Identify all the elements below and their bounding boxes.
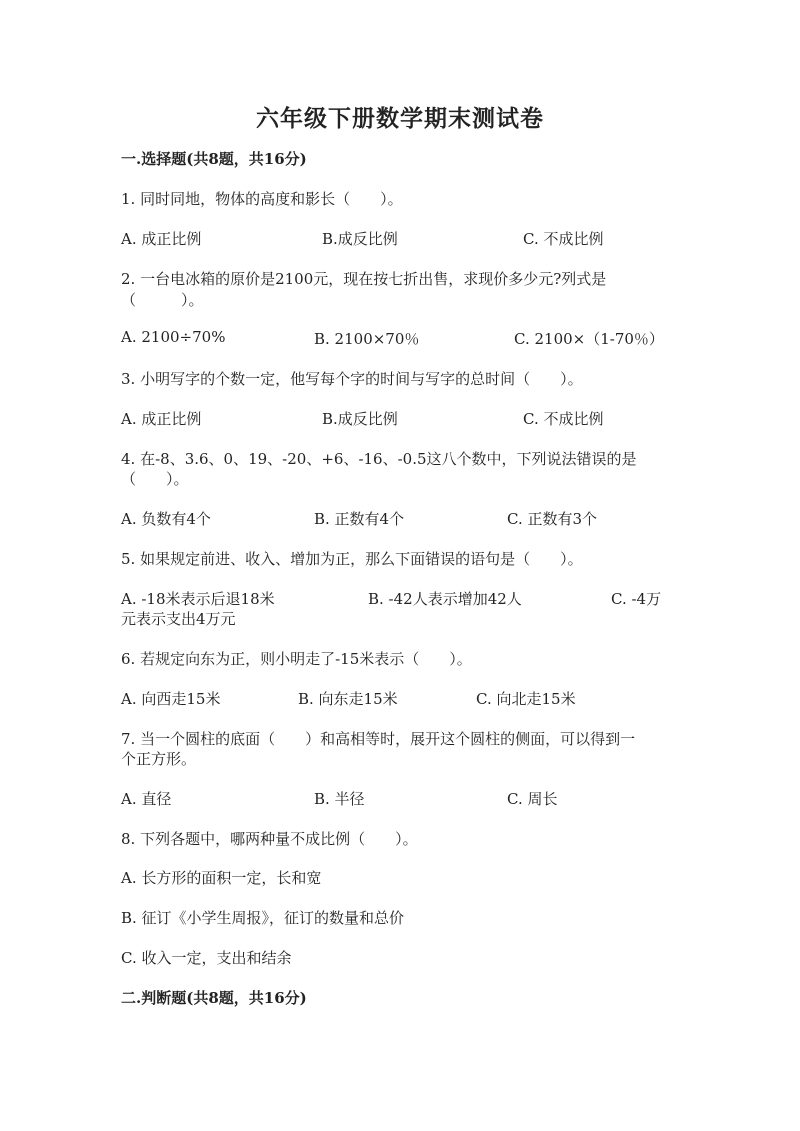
section-heading-choice: 一.选择题(共8题，共16分) [121,150,307,168]
question-4-stem-line2: （ ）。 [121,470,189,488]
question-3-option-a: A. 成正比例 [121,410,202,428]
question-7-option-b: B. 半径 [314,790,365,808]
question-3-option-c: C. 不成比例 [523,410,604,428]
question-8-option-b: B. 征订《小学生周报》，征订的数量和总价 [121,909,405,927]
question-8-option-a: A. 长方形的面积一定，长和宽 [121,869,322,887]
question-5-stem: 5. 如果规定前进、收入、增加为正，那么下面错误的语句是（ ）。 [121,550,583,568]
page-title: 六年级下册数学期末测试卷 [256,105,544,132]
question-4-option-b: B. 正数有4个 [314,510,405,528]
question-4-stem-line1: 4. 在-8、3.6、0、19、-20、+6、-16、-0.5这八个数中，下列说法错误的是 [121,450,637,468]
question-8-option-c: C. 收入一定，支出和结余 [121,949,292,967]
question-7-stem-line1: 7. 当一个圆柱的底面（ ）和高相等时，展开这个圆柱的侧面，可以得到一 [121,730,636,748]
question-1-stem: 1. 同时同地，物体的高度和影长（ ）。 [121,190,403,208]
question-4-option-a: A. 负数有4个 [121,510,211,528]
question-3-stem: 3. 小明写字的个数一定，他写每个字的时间与写字的总时间（ ）。 [121,370,583,388]
question-2-option-a: A. 2100÷70% [121,328,226,346]
question-1-option-b: B.成反比例 [322,230,398,248]
question-6-stem: 6. 若规定向东为正，则小明走了-15米表示（ ）。 [121,650,472,668]
question-2-stem-line2: （ ）。 [121,291,204,309]
question-8-stem: 8. 下列各题中，哪两种量不成比例（ ）。 [121,830,418,848]
question-5-option-c: C. -4万 [611,590,662,608]
question-1-option-a: A. 成正比例 [121,230,202,248]
section-heading-judgement: 二.判断题(共8题，共16分) [121,989,307,1007]
question-7-stem-line2: 个正方形。 [121,750,197,768]
question-2-option-b: B. 2100×70％ [314,330,420,348]
question-7-option-c: C. 周长 [507,790,558,808]
question-3-option-b: B.成反比例 [322,410,398,428]
question-2-option-c: C. 2100×（1-70％） [514,330,664,348]
question-4-option-c: C. 正数有3个 [507,510,598,528]
question-6-option-c: C. 向北走15米 [476,690,576,708]
question-1-option-c: C. 不成比例 [523,230,604,248]
question-2-stem-line1: 2. 一台电冰箱的原价是2100元，现在按七折出售，求现价多少元?列式是 [121,270,607,288]
question-6-option-a: A. 向西走15米 [121,690,221,708]
question-5-option-c-continued: 元表示支出4万元 [121,610,236,628]
question-5-option-a: A. -18米表示后退18米 [121,590,275,608]
question-7-option-a: A. 直径 [121,790,172,808]
question-5-option-b: B. -42人表示增加42人 [368,590,522,608]
question-6-option-b: B. 向东走15米 [298,690,398,708]
